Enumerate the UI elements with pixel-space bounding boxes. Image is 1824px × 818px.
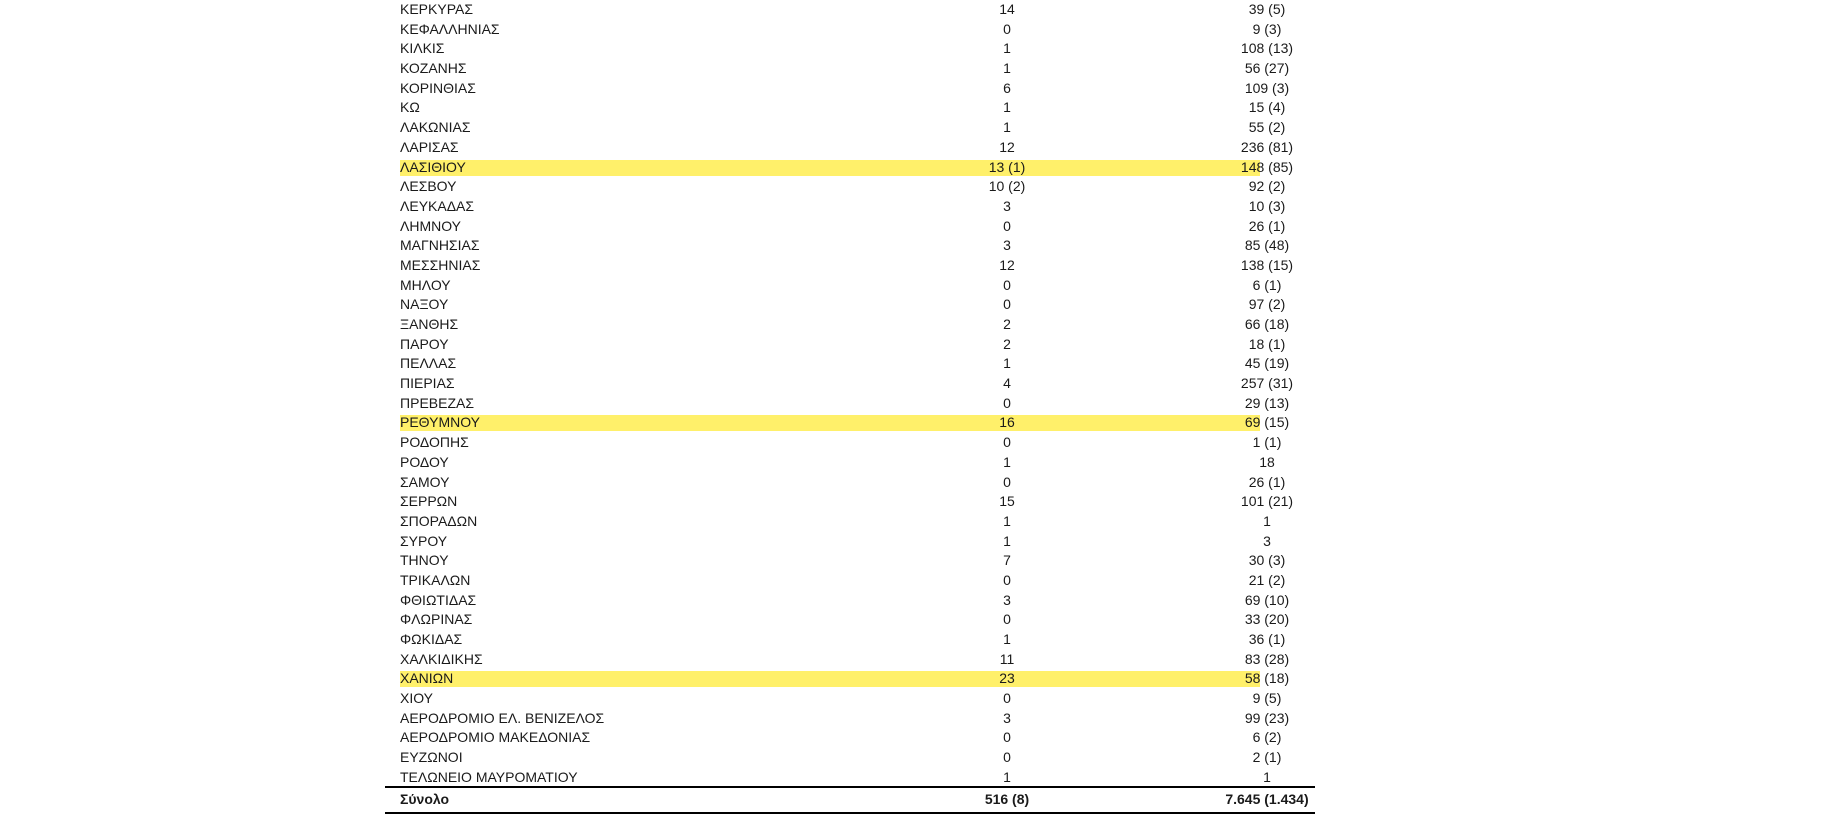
value-b: 1 bbox=[1263, 512, 1271, 529]
value-a: 1 bbox=[1003, 40, 1011, 57]
value-b: 33 (20) bbox=[1244, 611, 1290, 628]
table-row bbox=[387, 571, 1317, 591]
value-a: 12 bbox=[999, 138, 1015, 155]
region-name: ΠΕΛΛΑΣ bbox=[400, 355, 457, 372]
value-b: 101 (21) bbox=[1240, 493, 1294, 510]
total-value-a: 516 (8) bbox=[984, 791, 1030, 807]
region-name: ΦΩΚΙΔΑΣ bbox=[400, 631, 463, 647]
table-row bbox=[387, 138, 1317, 158]
value-a: 2 bbox=[1003, 335, 1011, 352]
value-b: 30 (3) bbox=[1248, 552, 1286, 569]
value-a: 0 bbox=[1003, 690, 1011, 707]
table-row bbox=[387, 591, 1317, 611]
value-b: 39 (5) bbox=[1248, 1, 1286, 17]
table-row bbox=[387, 256, 1317, 276]
table-row bbox=[387, 512, 1317, 532]
region-name: ΛΑΣΙΘΙΟΥ bbox=[400, 158, 466, 175]
value-a: 14 bbox=[999, 1, 1015, 17]
value-a: 3 bbox=[1003, 197, 1011, 214]
table-row bbox=[387, 79, 1317, 99]
value-a: 1 bbox=[1003, 60, 1011, 77]
value-a: 12 bbox=[999, 256, 1015, 273]
region-name: ΛΑΚΩΝΙΑΣ bbox=[400, 119, 471, 136]
value-a: 2 bbox=[1003, 316, 1011, 332]
table-row bbox=[387, 630, 1317, 650]
value-b: 2 (1) bbox=[1252, 749, 1282, 766]
region-name: ΣΕΡΡΩΝ bbox=[400, 493, 458, 510]
value-b: 55 (2) bbox=[1248, 119, 1286, 136]
value-b: 10 (3) bbox=[1248, 197, 1286, 214]
table-row bbox=[387, 768, 1317, 788]
value-b: 1 (1) bbox=[1252, 434, 1282, 451]
value-a: 1 bbox=[1003, 631, 1011, 647]
table-row bbox=[387, 709, 1317, 729]
value-b: 108 (13) bbox=[1240, 40, 1294, 57]
value-a: 3 bbox=[1003, 591, 1011, 608]
table-row bbox=[387, 650, 1317, 670]
value-b: 148 (85) bbox=[1240, 158, 1294, 175]
region-name: ΚΕΦΑΛΛΗΝΙΑΣ bbox=[400, 20, 500, 37]
value-b: 18 bbox=[1259, 453, 1275, 470]
region-name: ΛΕΥΚΑΔΑΣ bbox=[400, 197, 475, 214]
table-row bbox=[387, 276, 1317, 296]
value-b: 69 (15) bbox=[1244, 414, 1290, 431]
value-a: 1 bbox=[1003, 512, 1011, 529]
value-a: 0 bbox=[1003, 571, 1011, 588]
value-a: 1 bbox=[1003, 119, 1011, 136]
value-a: 0 bbox=[1003, 296, 1011, 313]
region-name: ΞΑΝΘΗΣ bbox=[400, 316, 459, 332]
value-b: 6 (1) bbox=[1252, 276, 1282, 293]
total-label: Σύνολο bbox=[400, 791, 450, 807]
region-name: ΛΑΡΙΣΑΣ bbox=[400, 138, 459, 155]
table-row bbox=[387, 532, 1317, 552]
region-name: ΤΡΙΚΑΛΩΝ bbox=[400, 571, 471, 588]
region-name: ΛΕΣΒΟΥ bbox=[400, 178, 457, 195]
table-row bbox=[387, 39, 1317, 59]
value-b: 9 (5) bbox=[1252, 690, 1282, 707]
table-row bbox=[387, 374, 1317, 394]
region-name: ΣΑΜΟΥ bbox=[400, 473, 450, 490]
row-highlight bbox=[400, 415, 1260, 431]
value-b: 58 (18) bbox=[1244, 670, 1290, 687]
region-name: ΦΘΙΩΤΙΔΑΣ bbox=[400, 591, 477, 608]
value-b: 26 (1) bbox=[1248, 217, 1286, 234]
region-name: ΚΕΡΚΥΡΑΣ bbox=[400, 1, 473, 17]
table-row bbox=[387, 354, 1317, 374]
value-a: 1 bbox=[1003, 453, 1011, 470]
value-a: 13 (1) bbox=[988, 158, 1026, 175]
value-b: 138 (15) bbox=[1240, 256, 1294, 273]
table-row bbox=[387, 748, 1317, 768]
value-b: 99 (23) bbox=[1244, 709, 1290, 726]
region-name: ΡΟΔΟΠΗΣ bbox=[400, 434, 469, 451]
table-row bbox=[387, 433, 1317, 453]
value-a: 16 bbox=[999, 414, 1015, 431]
region-name: ΠΙΕΡΙΑΣ bbox=[400, 375, 455, 392]
table-row bbox=[387, 59, 1317, 79]
value-b: 109 (3) bbox=[1244, 79, 1290, 96]
region-name: ΕΥΖΩΝΟΙ bbox=[400, 749, 463, 766]
value-b: 92 (2) bbox=[1248, 178, 1286, 195]
table-row bbox=[387, 689, 1317, 709]
value-a: 0 bbox=[1003, 217, 1011, 234]
table-row bbox=[387, 315, 1317, 335]
table-row bbox=[387, 20, 1317, 40]
region-name: ΚΙΛΚΙΣ bbox=[400, 40, 445, 57]
regional-cases-table bbox=[387, 0, 1317, 788]
value-b: 56 (27) bbox=[1244, 60, 1290, 77]
region-name: ΚΩ bbox=[400, 99, 420, 116]
table-row bbox=[387, 728, 1317, 748]
region-name: ΣΠΟΡΑΔΩΝ bbox=[400, 512, 478, 529]
value-b: 45 (19) bbox=[1244, 355, 1290, 372]
value-b: 257 (31) bbox=[1240, 375, 1294, 392]
value-b: 66 (18) bbox=[1244, 316, 1290, 332]
value-b: 26 (1) bbox=[1248, 473, 1286, 490]
value-a: 0 bbox=[1003, 729, 1011, 746]
value-b: 69 (10) bbox=[1244, 591, 1290, 608]
value-b: 83 (28) bbox=[1244, 650, 1290, 667]
region-name: ΧΙΟΥ bbox=[400, 690, 434, 707]
value-b: 21 (2) bbox=[1248, 571, 1286, 588]
value-b: 1 bbox=[1263, 768, 1271, 785]
value-a: 15 bbox=[999, 493, 1015, 510]
region-name: ΦΛΩΡΙΝΑΣ bbox=[400, 611, 473, 628]
value-b: 3 bbox=[1263, 532, 1271, 549]
value-a: 0 bbox=[1003, 434, 1011, 451]
table-row bbox=[387, 118, 1317, 138]
region-name: ΠΡΕΒΕΖΑΣ bbox=[400, 394, 475, 411]
value-a: 0 bbox=[1003, 394, 1011, 411]
region-name: ΣΥΡΟΥ bbox=[400, 532, 448, 549]
table-row bbox=[387, 295, 1317, 315]
value-a: 0 bbox=[1003, 276, 1011, 293]
value-a: 0 bbox=[1003, 611, 1011, 628]
table-row bbox=[387, 473, 1317, 493]
value-a: 0 bbox=[1003, 473, 1011, 490]
value-b: 15 (4) bbox=[1248, 99, 1286, 116]
region-name: ΤΗΝΟΥ bbox=[400, 552, 449, 569]
value-a: 1 bbox=[1003, 355, 1011, 372]
region-name: ΧΑΛΚΙΔΙΚΗΣ bbox=[400, 650, 483, 667]
value-b: 29 (13) bbox=[1244, 394, 1290, 411]
value-a: 0 bbox=[1003, 20, 1011, 37]
table-row bbox=[387, 0, 1317, 20]
value-a: 23 bbox=[999, 670, 1015, 687]
table-row bbox=[387, 335, 1317, 355]
value-a: 10 (2) bbox=[988, 178, 1026, 195]
value-b: 85 (48) bbox=[1244, 237, 1290, 254]
region-name: ΠΑΡΟΥ bbox=[400, 335, 449, 352]
region-name: ΡΕΘΥΜΝΟΥ bbox=[400, 414, 481, 431]
value-a: 4 bbox=[1003, 375, 1011, 392]
value-a: 3 bbox=[1003, 709, 1011, 726]
table-row-highlighted bbox=[387, 669, 1317, 689]
region-name: ΡΟΔΟΥ bbox=[400, 453, 449, 470]
region-name: ΑΕΡΟΔΡΟΜΙΟ ΕΛ. ΒΕΝΙΖΕΛΟΣ bbox=[400, 709, 605, 726]
table-row bbox=[387, 177, 1317, 197]
row-highlight bbox=[400, 671, 1260, 687]
table-row bbox=[387, 610, 1317, 630]
region-name: ΜΕΣΣΗΝΙΑΣ bbox=[400, 256, 481, 273]
value-a: 0 bbox=[1003, 749, 1011, 766]
table-row-highlighted bbox=[387, 158, 1317, 178]
value-b: 36 (1) bbox=[1248, 631, 1286, 647]
region-name: ΜΑΓΝΗΣΙΑΣ bbox=[400, 237, 480, 254]
total-row bbox=[385, 786, 1315, 814]
value-a: 3 bbox=[1003, 237, 1011, 254]
value-b: 6 (2) bbox=[1252, 729, 1282, 746]
table-row-highlighted bbox=[387, 413, 1317, 433]
region-name: ΧΑΝΙΩΝ bbox=[400, 670, 454, 687]
region-name: ΜΗΛΟΥ bbox=[400, 276, 451, 293]
region-name: ΑΕΡΟΔΡΟΜΙΟ ΜΑΚΕΔΟΝΙΑΣ bbox=[400, 729, 591, 746]
table-row bbox=[387, 236, 1317, 256]
value-b: 97 (2) bbox=[1248, 296, 1286, 313]
region-name: ΛΗΜΝΟΥ bbox=[400, 217, 462, 234]
value-a: 7 bbox=[1003, 552, 1011, 569]
table-row bbox=[387, 217, 1317, 237]
total-value-b: 7.645 (1.434) bbox=[1225, 791, 1309, 807]
table-row bbox=[387, 453, 1317, 473]
value-a: 1 bbox=[1003, 532, 1011, 549]
value-a: 6 bbox=[1003, 79, 1011, 96]
region-name: ΝΑΞΟΥ bbox=[400, 296, 449, 313]
value-b: 236 (81) bbox=[1240, 138, 1294, 155]
table-row bbox=[387, 197, 1317, 217]
row-highlight bbox=[400, 160, 1260, 176]
table-row bbox=[387, 551, 1317, 571]
region-name: ΚΟΡΙΝΘΙΑΣ bbox=[400, 79, 476, 96]
value-b: 9 (3) bbox=[1252, 20, 1282, 37]
table-row bbox=[387, 492, 1317, 512]
region-name: ΚΟΖΑΝΗΣ bbox=[400, 60, 467, 77]
value-b: 18 (1) bbox=[1248, 335, 1286, 352]
table-row bbox=[387, 98, 1317, 118]
value-a: 1 bbox=[1003, 768, 1011, 785]
table-row bbox=[387, 394, 1317, 414]
value-a: 11 bbox=[999, 650, 1015, 667]
region-name: ΤΕΛΩΝΕΙΟ ΜΑΥΡΟΜΑΤΙΟΥ bbox=[400, 768, 578, 785]
value-a: 1 bbox=[1003, 99, 1011, 116]
